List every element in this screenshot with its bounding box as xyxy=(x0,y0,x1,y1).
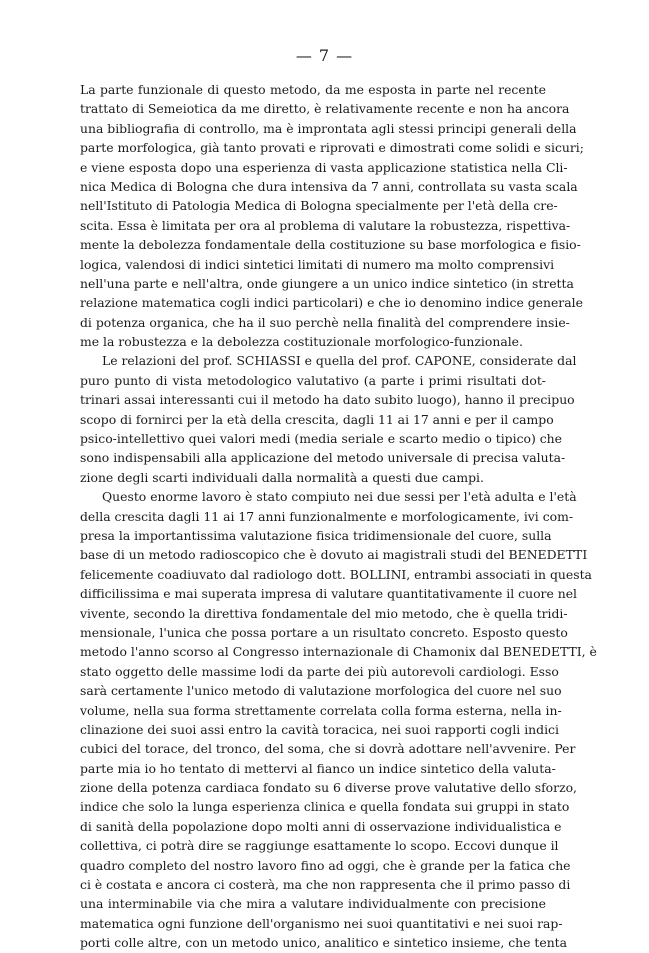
paragraph-container xyxy=(80,80,597,953)
text-line: ci è costata e ancora ci costerà, ma che non rappresenta che il primo passo di xyxy=(80,877,571,893)
text-line: trinari assai interessanti cui il metodo ha dato subito luogo), hanno il precipuo xyxy=(80,392,575,408)
text-line: di sanità della popolazione dopo molti anni di osservazione individualistica e xyxy=(80,818,562,834)
text-line: nell'Istituto di Patologia Medica di Bologna specialmente per l'età della cre- xyxy=(80,198,558,214)
text-line: quadro completo del nostro lavoro fino ad oggi, che è grande per la fatica che xyxy=(80,857,571,873)
text-line: me la robustezza e la debolezza costituzionale morfologico-funzionale. xyxy=(80,334,523,350)
text-line: zione degli scarti individuali dalla normalità a questi due campi. xyxy=(80,469,484,485)
text-line: mensionale, l'unica che possa portare a un risultato concreto. Esposto questo xyxy=(80,624,568,640)
paragraph xyxy=(80,351,577,487)
text-line: sono indispensabili alla applicazione del metodo universale di precisa valuta- xyxy=(80,450,566,466)
text-line: matematica ogni funzione dell'organismo nei suoi quantitativi e nei suoi rap- xyxy=(80,915,563,931)
text-line: scopo di fornirci per la età della crescita, dagli 11 ai 17 anni e per il campo xyxy=(80,411,554,427)
text-line: difficilissima e mai superata impresa di valutare quantitativamente il cuore nel xyxy=(80,586,578,602)
text-line: mente la debolezza fondamentale della costituzione su base morfologica e fisio- xyxy=(80,237,581,253)
text-line: sarà certamente l'unico metodo di valutazione morfologica del cuore nel suo xyxy=(80,683,562,699)
text-line: metodo l'anno scorso al Congresso internazionale di Chamonix dal BENEDETTI, è xyxy=(80,644,597,660)
text-line: parte mia io ho tentato di mettervi al fianco un indice sintetico della valuta- xyxy=(80,760,556,776)
text-line: scita. Essa è limitata per ora al problema di valutare la robustezza, rispettiva- xyxy=(80,217,571,233)
text-line: nica Medica di Bologna che dura intensiva da 7 anni, controllata su vasta scala xyxy=(80,178,578,194)
text-line: stato oggetto delle massime lodi da parte dei più autorevoli cardiologi. Esso xyxy=(80,663,559,679)
text-line: relazione matematica cogli indici particolari) e che io denomino indice generale xyxy=(80,295,583,311)
text-line: Questo enorme lavoro è stato compiuto nei due sessi per l'età adulta e l'età xyxy=(102,489,577,505)
text-line: nell'una parte e nell'altra, onde giungere a un unico indice sintetico (in stretta xyxy=(80,275,574,291)
text-line: logica, valendosi di indici sintetici limitati di numero ma molto comprensivi xyxy=(80,256,555,272)
body-text xyxy=(80,80,597,953)
paragraph xyxy=(80,487,597,952)
text-line: indice che solo la lunga esperienza clinica e quella fondata sui gruppi in stato xyxy=(80,799,570,815)
text-line: parte morfologica, già tanto provati e riprovati e dimostrati come solidi e sicuri; xyxy=(80,140,584,156)
page-number: — 7 — xyxy=(295,46,354,65)
text-line: La parte funzionale di questo metodo, da me esposta in parte nel recente xyxy=(80,82,546,97)
text-line: Le relazioni del prof. SCHIASSI e quella del prof. CAPONE, considerate dal xyxy=(102,353,577,369)
text-line: felicemente coadiuvato dal radiologo dott. BOLLINI, entrambi associati in questa xyxy=(80,566,592,582)
text-line: base di un metodo radioscopico che è dovuto ai magistrali studi del BENEDETTI xyxy=(80,547,588,563)
text-line: collettiva, ci potrà dire se raggiunge esattamente lo scopo. Eccovi dunque il xyxy=(80,838,559,854)
text-line: presa la importantissima valutazione fisica tridimensionale del cuore, sulla xyxy=(80,527,552,543)
text-line: puro punto di vista metodologico valutativo (a parte i primi risultati dot- xyxy=(80,372,546,388)
text-line: e viene esposta dopo una esperienza di vasta applicazione statistica nella Cli- xyxy=(80,159,568,175)
paragraph xyxy=(80,80,584,351)
text-line: cubici del torace, del tronco, del soma, che si dovrà adottare nell'avvenire. Per xyxy=(80,741,576,757)
text-line: di potenza organica, che ha il suo perchè nella finalità del comprendere insie- xyxy=(80,314,570,330)
text-line: zione della potenza cardiaca fondato su 6 diverse prove valutative dello sforzo, xyxy=(80,780,577,796)
text-line: psico-intellettivo quei valori medi (media seriale e scarto medio o tipico) che xyxy=(80,431,562,447)
text-line: porti colle altre, con un metodo unico, analitico e sintetico insieme, che tenta xyxy=(80,935,568,951)
text-line: una bibliografia di controllo, ma è improntata agli stessi principi generali della xyxy=(80,120,577,136)
text-line: vivente, secondo la direttiva fondamentale del mio metodo, che è quella tridi- xyxy=(80,605,568,621)
text-line: clinazione dei suoi assi entro la cavità toracica, nei suoi rapporti cogli indici xyxy=(80,721,559,737)
text-line: una interminabile via che mira a valutare individualmente con precisione xyxy=(80,896,546,912)
text-line: trattato di Semeiotica da me diretto, è relativamente recente e non ha ancora xyxy=(80,101,570,117)
text-line: volume, nella sua forma strettamente correlata colla forma esterna, nella in- xyxy=(80,702,562,718)
text-line: della crescita dagli 11 ai 17 anni funzionalmente e morfologicamente, ivi com- xyxy=(80,508,574,524)
